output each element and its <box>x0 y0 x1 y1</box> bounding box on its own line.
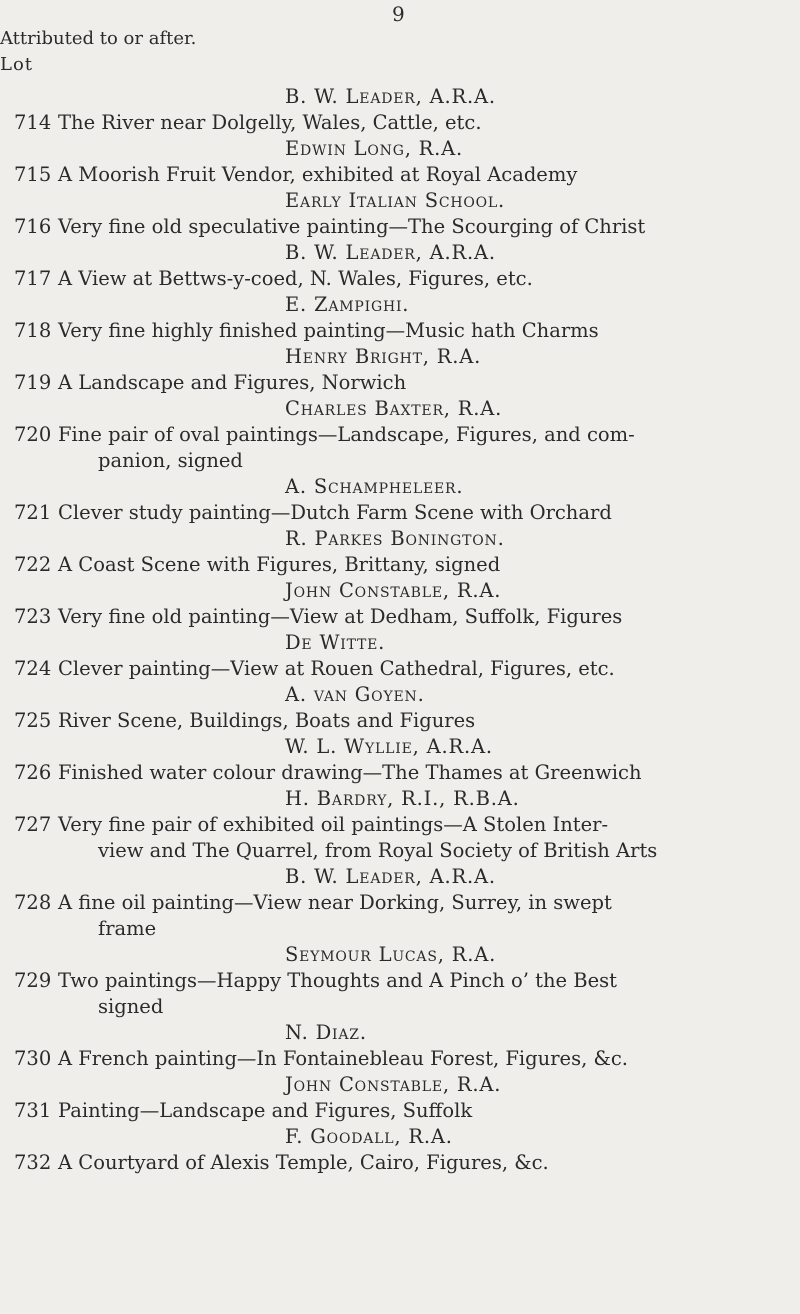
lot-column-label: Lot <box>0 54 34 75</box>
lot-description: A Courtyard of Alexis Temple, Cairo, Figures, &c. <box>58 1151 549 1174</box>
artist-attribution <box>0 630 800 656</box>
lot-description-continuation <box>0 838 800 864</box>
artist-attribution <box>0 84 800 110</box>
artist-attribution <box>0 786 800 812</box>
continuation-text: view and The Quarrel, from Royal Society of British Arts <box>98 839 658 862</box>
lot-description: Fine pair of oval paintings—Landscape, Figures, and com- <box>58 423 635 446</box>
lot-description: A French painting—In Fontainebleau Forest, Figures, &c. <box>58 1047 628 1070</box>
section-header: Attributed to or after. <box>0 28 197 49</box>
lot-description: Clever study painting—Dutch Farm Scene with Orchard <box>58 501 612 524</box>
lot-description: The River near Dolgelly, Wales, Cattle, etc. <box>58 111 482 134</box>
continuation-text: panion, signed <box>98 449 243 472</box>
artist-name: A. Schampheleer. <box>285 475 464 498</box>
artist-attribution <box>0 396 800 422</box>
lot-entry <box>0 162 800 188</box>
lot-description: Two paintings—Happy Thoughts and A Pinch o’ the Best <box>58 969 617 992</box>
lot-number: 724 <box>14 657 52 680</box>
lot-entries <box>0 84 800 1176</box>
lot-entry <box>0 110 800 136</box>
artist-name: A. van Goyen. <box>285 683 425 706</box>
artist-name: R. Parkes Bonington. <box>285 527 505 550</box>
artist-attribution <box>0 474 800 500</box>
lot-number: 721 <box>14 501 52 524</box>
artist-attribution <box>0 344 800 370</box>
artist-attribution <box>0 864 800 890</box>
lot-description: Very fine old painting—View at Dedham, Suffolk, Figures <box>58 605 623 628</box>
lot-number: 730 <box>14 1047 52 1070</box>
artist-attribution <box>0 1124 800 1150</box>
artist-attribution <box>0 942 800 968</box>
lot-number: 732 <box>14 1151 52 1174</box>
artist-attribution <box>0 734 800 760</box>
lot-description: Very fine pair of exhibited oil paintings—A Stolen Inter- <box>58 813 609 836</box>
artist-attribution <box>0 526 800 552</box>
lot-entry <box>0 422 800 448</box>
lot-description: A View at Bettws-y-coed, N. Wales, Figures, etc. <box>58 267 533 290</box>
lot-description: A fine oil painting—View near Dorking, Surrey, in swept <box>58 891 612 914</box>
lot-entry <box>0 370 800 396</box>
lot-number: 715 <box>14 163 52 186</box>
artist-name: B. W. Leader, A.R.A. <box>285 241 496 264</box>
artist-name: John Constable, R.A. <box>285 579 502 602</box>
lot-description-continuation <box>0 994 800 1020</box>
continuation-text: signed <box>98 995 164 1018</box>
lot-number: 729 <box>14 969 52 992</box>
lot-entry <box>0 656 800 682</box>
artist-name: N. Diaz. <box>285 1021 367 1044</box>
artist-attribution <box>0 136 800 162</box>
lot-number: 727 <box>14 813 52 836</box>
artist-attribution <box>0 578 800 604</box>
lot-number: 718 <box>14 319 52 342</box>
continuation-text: frame <box>98 917 157 940</box>
artist-attribution <box>0 240 800 266</box>
lot-number: 720 <box>14 423 52 446</box>
lot-description: A Coast Scene with Figures, Brittany, signed <box>58 553 501 576</box>
lot-description-continuation <box>0 916 800 942</box>
lot-entry <box>0 1098 800 1124</box>
lot-entry <box>0 318 800 344</box>
lot-description: Very fine highly finished painting—Music hath Charms <box>58 319 599 342</box>
artist-attribution <box>0 292 800 318</box>
lot-number: 716 <box>14 215 52 238</box>
lot-number: 728 <box>14 891 52 914</box>
lot-number: 717 <box>14 267 52 290</box>
lot-entry <box>0 1150 800 1176</box>
lot-entry <box>0 708 800 734</box>
lot-entry <box>0 552 800 578</box>
lot-number: 719 <box>14 371 52 394</box>
lot-description: River Scene, Buildings, Boats and Figures <box>58 709 476 732</box>
artist-attribution <box>0 1072 800 1098</box>
lot-entry <box>0 266 800 292</box>
artist-name: Early Italian School. <box>285 189 506 212</box>
artist-attribution <box>0 1020 800 1046</box>
artist-name: Henry Bright, R.A. <box>285 345 482 368</box>
lot-number: 723 <box>14 605 52 628</box>
lot-description: A Landscape and Figures, Norwich <box>58 371 407 394</box>
lot-number: 731 <box>14 1099 52 1122</box>
artist-name: Charles Baxter, R.A. <box>285 397 503 420</box>
lot-description: Very fine old speculative painting—The Scourging of Christ <box>58 215 646 238</box>
lot-entry <box>0 604 800 630</box>
lot-description: Clever painting—View at Rouen Cathedral, Figures, etc. <box>58 657 615 680</box>
artist-name: Seymour Lucas, R.A. <box>285 943 497 966</box>
artist-name: John Constable, R.A. <box>285 1073 502 1096</box>
lot-entry <box>0 812 800 838</box>
artist-name: B. W. Leader, A.R.A. <box>285 85 496 108</box>
artist-attribution <box>0 188 800 214</box>
lot-entry <box>0 500 800 526</box>
artist-name: F. Goodall, R.A. <box>285 1125 453 1148</box>
lot-number: 725 <box>14 709 52 732</box>
lot-description: Finished water colour drawing—The Thames at Greenwich <box>58 761 642 784</box>
lot-entry <box>0 760 800 786</box>
lot-entry <box>0 214 800 240</box>
lot-entry <box>0 968 800 994</box>
lot-description-continuation <box>0 448 800 474</box>
lot-entry <box>0 890 800 916</box>
lot-description: A Moorish Fruit Vendor, exhibited at Royal Academy <box>58 163 578 186</box>
artist-attribution <box>0 682 800 708</box>
lot-number: 714 <box>14 111 52 134</box>
artist-name: B. W. Leader, A.R.A. <box>285 865 496 888</box>
artist-name: W. L. Wyllie, A.R.A. <box>285 735 493 758</box>
lot-number: 726 <box>14 761 52 784</box>
artist-name: H. Bardry, R.I., R.B.A. <box>285 787 520 810</box>
lot-number: 722 <box>14 553 52 576</box>
lot-description: Painting—Landscape and Figures, Suffolk <box>58 1099 473 1122</box>
artist-name: De Witte. <box>285 631 386 654</box>
artist-name: Edwin Long, R.A. <box>285 137 464 160</box>
artist-name: E. Zampighi. <box>285 293 410 316</box>
lot-entry <box>0 1046 800 1072</box>
page-number: 9 <box>392 2 405 26</box>
